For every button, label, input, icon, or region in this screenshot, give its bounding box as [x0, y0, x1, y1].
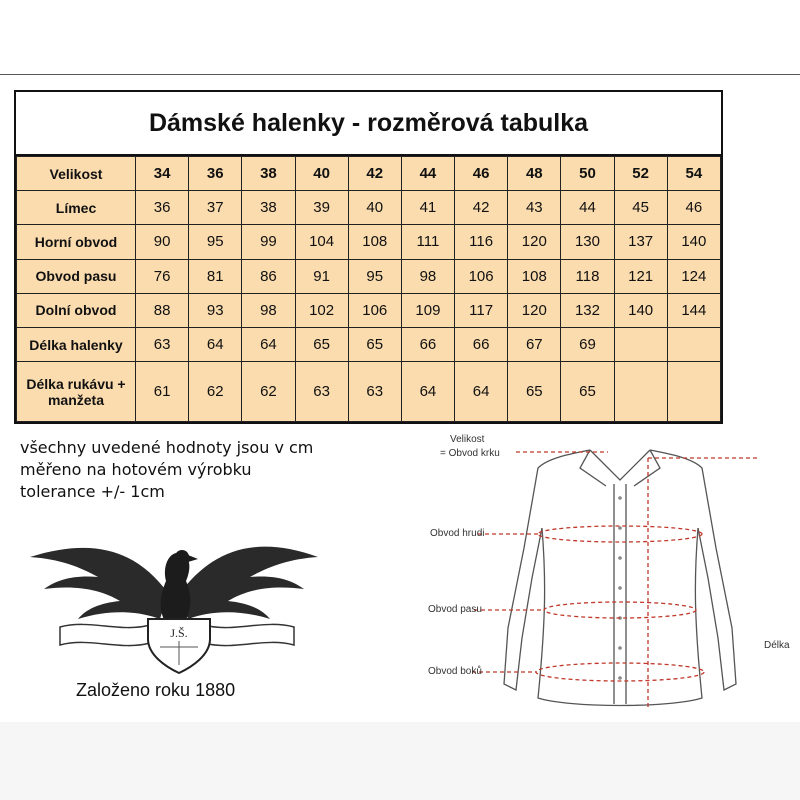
- table-cell: [614, 362, 667, 422]
- table-cell: 43: [508, 191, 561, 225]
- row-label: Délka rukávu + manžeta: [17, 362, 136, 422]
- table-cell: 130: [561, 225, 614, 259]
- label-waist: Obvod pasu: [428, 604, 482, 615]
- eagle-wing-left: [30, 548, 168, 619]
- eagle-logo: [20, 515, 320, 675]
- note-measured: měřeno na hotovém výrobku: [20, 460, 252, 479]
- table-cell: [667, 362, 720, 422]
- size-header-cell: 54: [667, 157, 720, 191]
- table-cell: 144: [667, 293, 720, 327]
- row-label: Límec: [17, 191, 136, 225]
- table-cell: 98: [401, 259, 454, 293]
- table-cell: 41: [401, 191, 454, 225]
- shirt-diagram: [420, 428, 800, 722]
- size-header-cell: 48: [508, 157, 561, 191]
- waist-measure: [544, 602, 696, 618]
- table-cell: 120: [508, 293, 561, 327]
- size-header-cell: 38: [242, 157, 295, 191]
- table-cell: 62: [242, 362, 295, 422]
- header-row: [17, 157, 721, 191]
- table-row: [17, 293, 721, 327]
- row-label: Horní obvod: [17, 225, 136, 259]
- row-label: Dolní obvod: [17, 293, 136, 327]
- top-divider: [0, 74, 800, 75]
- table-cell: 111: [401, 225, 454, 259]
- table-cell: 66: [455, 327, 508, 361]
- size-header-cell: 34: [136, 157, 189, 191]
- label-length: Délka: [764, 640, 790, 651]
- table-cell: [614, 327, 667, 361]
- founded-text: Založeno roku 1880: [76, 680, 236, 700]
- table-cell: 109: [401, 293, 454, 327]
- table-cell: 36: [136, 191, 189, 225]
- row-label: Velikost: [17, 157, 136, 191]
- label-hips: Obvod boků: [428, 666, 482, 677]
- row-label: Obvod pasu: [17, 259, 136, 293]
- row-label: Délka halenky: [17, 327, 136, 361]
- table-cell: 81: [189, 259, 242, 293]
- table-cell: 64: [242, 327, 295, 361]
- table-cell: 91: [295, 259, 348, 293]
- label-neck: = Obvod krku: [440, 448, 500, 459]
- table-cell: 118: [561, 259, 614, 293]
- table-cell: 132: [561, 293, 614, 327]
- size-header-cell: 36: [189, 157, 242, 191]
- eagle-body: [161, 553, 191, 623]
- table-cell: 65: [561, 362, 614, 422]
- table-cell: 76: [136, 259, 189, 293]
- table-cell: 65: [348, 327, 401, 361]
- table-cell: 86: [242, 259, 295, 293]
- table-cell: 45: [614, 191, 667, 225]
- note-tolerance: tolerance +/- 1cm: [20, 482, 165, 501]
- table-cell: 38: [242, 191, 295, 225]
- table-cell: 39: [295, 191, 348, 225]
- table-cell: 104: [295, 225, 348, 259]
- size-header-cell: 52: [614, 157, 667, 191]
- table-row: [17, 362, 721, 422]
- table-cell: 65: [508, 362, 561, 422]
- size-table: [16, 156, 721, 422]
- table-cell: 98: [242, 293, 295, 327]
- table-cell: 64: [455, 362, 508, 422]
- size-header-cell: 46: [455, 157, 508, 191]
- chart-title: Dámské halenky - rozměrová tabulka: [16, 92, 721, 156]
- table-cell: 108: [348, 225, 401, 259]
- size-header-cell: 44: [401, 157, 454, 191]
- table-cell: 121: [614, 259, 667, 293]
- notes: [20, 437, 313, 503]
- table-cell: 37: [189, 191, 242, 225]
- bottom-band: [0, 722, 800, 800]
- table-cell: 63: [136, 327, 189, 361]
- table-cell: 102: [295, 293, 348, 327]
- note-units: všechny uvedené hodnoty jsou v cm: [20, 438, 314, 457]
- table-cell: 93: [189, 293, 242, 327]
- size-header-cell: 40: [295, 157, 348, 191]
- table-row: [17, 327, 721, 361]
- table-cell: 140: [667, 225, 720, 259]
- table-cell: [667, 327, 720, 361]
- table-cell: 42: [455, 191, 508, 225]
- table-cell: 95: [348, 259, 401, 293]
- table-cell: 63: [295, 362, 348, 422]
- table-cell: 62: [189, 362, 242, 422]
- table-cell: 88: [136, 293, 189, 327]
- table-cell: 108: [508, 259, 561, 293]
- table-cell: 116: [455, 225, 508, 259]
- table-cell: 90: [136, 225, 189, 259]
- table-cell: 124: [667, 259, 720, 293]
- table-cell: 140: [614, 293, 667, 327]
- table-cell: 106: [455, 259, 508, 293]
- table-cell: 46: [667, 191, 720, 225]
- table-cell: 64: [401, 362, 454, 422]
- table-row: [17, 259, 721, 293]
- table-cell: 117: [455, 293, 508, 327]
- table-cell: 99: [242, 225, 295, 259]
- table-cell: 44: [561, 191, 614, 225]
- logo-monogram: J.Š.: [170, 626, 188, 640]
- table-cell: 69: [561, 327, 614, 361]
- shirt-drawing: [420, 428, 800, 722]
- size-header-cell: 42: [348, 157, 401, 191]
- table-cell: 95: [189, 225, 242, 259]
- table-cell: 137: [614, 225, 667, 259]
- table-cell: 65: [295, 327, 348, 361]
- ribbon: [60, 624, 150, 645]
- size-header-cell: 50: [561, 157, 614, 191]
- table-row: [17, 225, 721, 259]
- table-cell: 66: [401, 327, 454, 361]
- label-chest: Obvod hrudi: [430, 528, 485, 539]
- table-cell: 67: [508, 327, 561, 361]
- table-cell: 106: [348, 293, 401, 327]
- size-chart: [14, 90, 723, 424]
- table-row: [17, 191, 721, 225]
- eagle-wing-right: [180, 547, 318, 619]
- table-cell: 61: [136, 362, 189, 422]
- table-cell: 64: [189, 327, 242, 361]
- table-cell: 120: [508, 225, 561, 259]
- label-size: Velikost: [450, 434, 485, 445]
- table-cell: 40: [348, 191, 401, 225]
- table-cell: 63: [348, 362, 401, 422]
